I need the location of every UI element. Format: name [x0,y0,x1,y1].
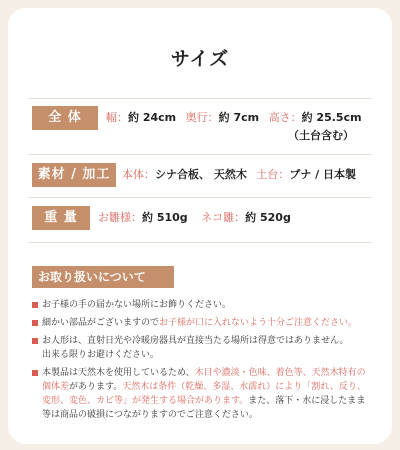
notice-text: お子様の手の届かない場所にお飾りください。 [42,300,232,310]
depth-key: 奥行： [185,111,219,124]
cat-key: ネコ雛： [201,211,246,224]
notice-text-highlight: お子様が口に入れないよう十分ご注意ください。 [159,318,358,328]
divider [28,242,372,243]
hina-key: お雛様： [98,211,142,224]
notice-text: 出来る限りお避けください。 [42,350,160,360]
bullet-icon [32,320,38,326]
notice-text-highlight: 木目や濃淡・色味、着色等、天然木特 [194,368,348,378]
notice-text: 本製品は天然木を使用しているため、 [42,368,195,378]
notice-item [32,366,368,422]
base-value: ブナ / 日本製 [289,168,357,181]
body-value: シナ合板、 天然木 [155,168,247,181]
spec-card [8,8,392,444]
bullet-icon [32,302,38,308]
cat-value: 約 520g [245,211,291,224]
page-title: サイズ [170,48,230,70]
notice-item [32,298,368,312]
width-value: 約 24cm [128,111,177,124]
bullet-icon [32,370,38,376]
notice-item [32,334,368,362]
size-values [106,110,362,126]
body-key: 本体： [122,168,155,181]
notice-label: お取り扱いについて [32,266,174,288]
notice-text-highlight: 有の個体差 [42,368,366,392]
notice-text: 細かい部品がございますので [42,318,160,328]
material-label: 素材 / 加工 [32,163,116,187]
notice-text: ま等は商品の破損につながりますのでご注意ください。 [42,396,366,420]
height-value: 約 25.5cm [301,111,362,124]
hina-value: 約 510g [142,211,188,224]
weight-values [98,210,291,226]
notice-text: お人形は、直射日光や冷暖房器具が直接当たる場所は得意ではありません。 [42,336,349,346]
base-key: 土台： [256,168,290,181]
weight-label: 重 量 [32,206,90,230]
notice-text: があります。 [69,382,123,392]
depth-value: 約 7cm [218,111,260,124]
height-note: （土台含む） [288,129,354,142]
material-values [122,167,356,183]
divider [28,98,372,99]
size-label: 全 体 [32,106,98,130]
height-key: 高さ： [268,111,302,124]
notice-item [32,316,368,330]
divider [28,197,372,198]
notice-text-highlight: 変形、変色、カビ等」が発生する場合があります。 [42,396,249,406]
divider [28,154,372,155]
notice-text: また、落下・水に浸したま [248,396,357,406]
notice-text-highlight: 天然木は条件（乾燥、多湿、水濡れ）により「割れ、反り、 [122,382,366,392]
bullet-icon [32,338,38,344]
width-key: 幅： [106,111,128,124]
